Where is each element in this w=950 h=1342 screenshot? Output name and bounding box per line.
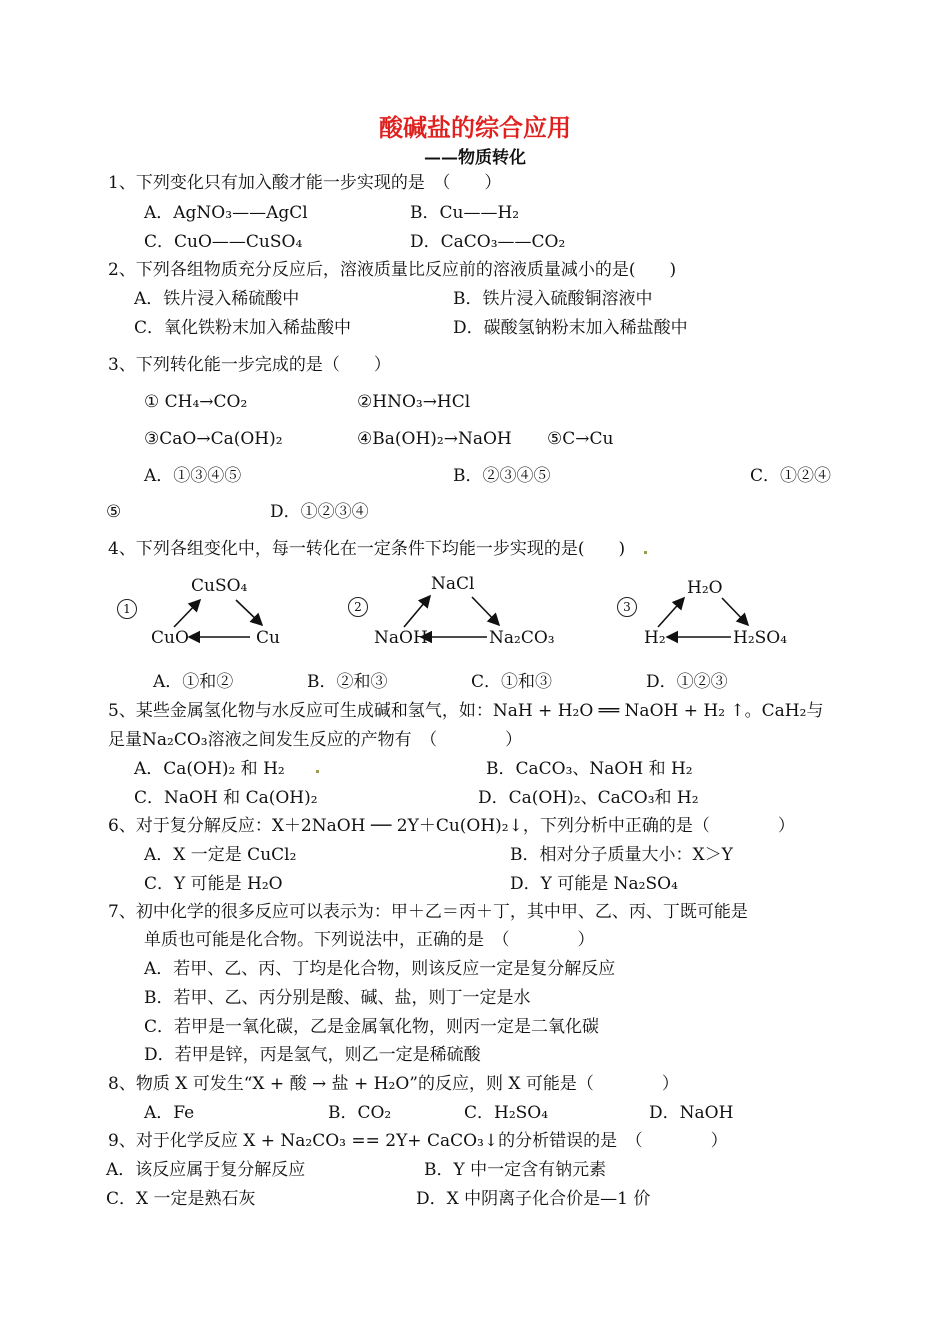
q5-option-b: B．CaCO₃、NaOH 和 H₂ [486, 759, 693, 779]
stray-mark [316, 770, 319, 773]
q4-option-c: C．①和③ [471, 672, 553, 692]
diagram-2-number: 2 [348, 597, 368, 617]
q7-option-b: B．若甲、乙、丙分别是酸、碱、盐，则丁一定是水 [144, 988, 531, 1008]
q8-option-d: D．NaOH [649, 1103, 734, 1123]
q2-option-b: B．铁片浸入硫酸铜溶液中 [453, 289, 653, 309]
q9-stem: 9、对于化学反应 X + Na₂CO₃ == 2Y+ CaCO₃↓的分析错误的是 （ ） [108, 1131, 728, 1151]
q2-option-c: C．氧化铁粉末加入稀盐酸中 [134, 318, 352, 338]
q1-option-d: D．CaCO₃——CO₂ [410, 232, 566, 252]
q8-option-a: A．Fe [144, 1103, 195, 1123]
q9-option-d: D．X 中阴离子化合价是—1 价 [416, 1189, 651, 1209]
diagram-3-right: H₂SO₄ [733, 628, 788, 648]
diagram-2-top: NaCl [431, 574, 475, 594]
q3-option-b: B．②③④⑤ [453, 466, 551, 486]
q7-option-a: A．若甲、乙、丙、丁均是化合物，则该反应一定是复分解反应 [144, 959, 616, 979]
q7-option-d: D．若甲是锌，丙是氢气，则乙一定是稀硫酸 [144, 1045, 481, 1065]
q1-stem: 1、下列变化只有加入酸才能一步实现的是 （ ） [108, 173, 502, 193]
q8-option-c: C．H₂SO₄ [464, 1103, 549, 1123]
q4-option-b: B．②和③ [307, 672, 388, 692]
q9-option-c: C．X 一定是熟石灰 [106, 1189, 256, 1209]
q3-stem: 3、下列转化能一步完成的是（ ） [108, 355, 391, 375]
diagram-3-left: H₂ [644, 628, 666, 648]
q6-option-a: A．X 一定是 CuCl₂ [144, 845, 297, 865]
q4-stem: 4、下列各组变化中，每一转化在一定条件下均能一步实现的是( ) [108, 539, 626, 559]
q6-option-d: D．Y 可能是 Na₂SO₄ [510, 874, 678, 894]
q7-option-c: C．若甲是一氧化碳，乙是金属氧化物，则丙一定是二氧化碳 [144, 1017, 600, 1037]
q6-option-c: C．Y 可能是 H₂O [144, 874, 283, 894]
diagram-1-left: CuO [151, 628, 189, 648]
q4-option-d: D．①②③ [646, 672, 728, 692]
diagram-1-number: 1 [117, 599, 137, 619]
q8-stem: 8、物质 X 可发生“X + 酸 → 盐 + H₂O”的反应，则 X 可能是（ ） [108, 1074, 679, 1094]
q6-stem: 6、对于复分解反应：X＋2NaOH ── 2Y＋Cu(OH)₂↓，下列分析中正确的是（ ） [108, 816, 795, 836]
q4-option-a: A．①和② [153, 672, 234, 692]
q5-option-c: C．NaOH 和 Ca(OH)₂ [134, 788, 318, 808]
q3-item-3: ③CaO→Ca(OH)₂ [144, 429, 283, 449]
diagram-3-top: H₂O [687, 578, 723, 598]
q2-option-d: D．碳酸氢钠粉末加入稀盐酸中 [453, 318, 688, 338]
q5-stem-line2: 足量Na₂CO₃溶液之间发生反应的产物有 （ ） [108, 730, 523, 750]
diagram-2-left: NaOH [374, 628, 428, 648]
page-title: 酸碱盐的综合应用 [379, 114, 571, 142]
q6-option-b: B．相对分子质量大小：X＞Y [510, 845, 733, 865]
diagram-1-right: Cu [256, 628, 280, 648]
page-subtitle: ——物质转化 [424, 148, 526, 168]
q3-item-1: ① CH₄→CO₂ [144, 392, 248, 412]
q3-option-d: D．①②③④ [270, 502, 369, 522]
q7-stem-line2: 单质也可能是化合物。下列说法中，正确的是 （ ） [144, 930, 595, 950]
q8-option-b: B．CO₂ [328, 1103, 392, 1123]
q1-option-c: C．CuO——CuSO₄ [144, 232, 303, 252]
q9-option-a: A．该反应属于复分解反应 [106, 1160, 306, 1180]
q1-option-a: A．AgNO₃——AgCl [144, 203, 308, 223]
q3-item-5: ⑤C→Cu [547, 429, 614, 449]
diagram-3-number: 3 [617, 597, 637, 617]
q3-item-4: ④Ba(OH)₂→NaOH [357, 429, 512, 449]
diagram-1-top: CuSO₄ [191, 576, 248, 596]
q3-option-c-continued: ⑤ [106, 502, 122, 522]
q3-option-c: C．①②④ [750, 466, 832, 486]
q5-option-a: A．Ca(OH)₂ 和 H₂ [134, 759, 285, 779]
q9-option-b: B．Y 中一定含有钠元素 [424, 1160, 607, 1180]
q3-item-2: ②HNO₃→HCl [357, 392, 471, 412]
diagram-2-right: Na₂CO₃ [489, 628, 555, 648]
q2-option-a: A．铁片浸入稀硫酸中 [134, 289, 300, 309]
q5-stem: 5、某些金属氢化物与水反应可生成碱和氢气，如：NaH + H₂O ══ NaOH + H₂ ↑。CaH₂与 [108, 701, 824, 721]
q5-option-d: D．Ca(OH)₂、CaCO₃和 H₂ [478, 788, 699, 808]
q7-stem: 7、初中化学的很多反应可以表示为：甲＋乙＝丙＋丁，其中甲、乙、丙、丁既可能是 [108, 902, 748, 922]
q1-option-b: B．Cu——H₂ [410, 203, 520, 223]
q2-stem: 2、下列各组物质充分反应后，溶液质量比反应前的溶液质量减小的是( ) [108, 260, 677, 280]
q3-option-a: A．①③④⑤ [144, 466, 242, 486]
